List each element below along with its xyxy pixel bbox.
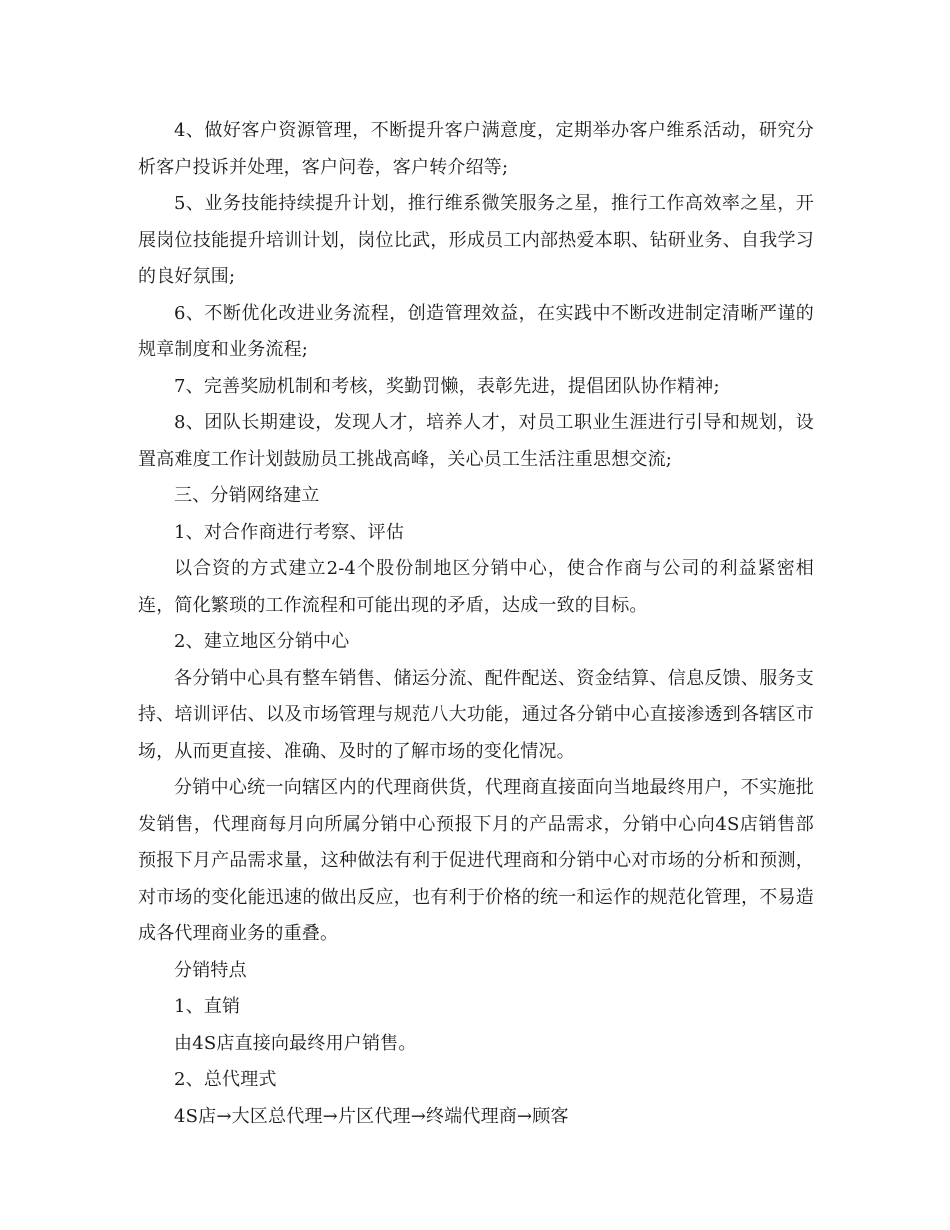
paragraph-agency-chain: 4S店→大区总代理→片区代理→终端代理商→顾客 (174, 1105, 569, 1127)
paragraph-process-optimization: 6、不断优化改进业务流程，创造管理效益，在实践中不断改进制定清晰严谨的规章制度和业务流程; (138, 302, 814, 360)
subheading-partner-evaluation: 1、对合作商进行考察、评估 (174, 521, 405, 543)
paragraph-center-supply: 分销中心统一向辖区内的代理商供货，代理商直接面向当地最终用户，不实施批发销售，代理商每月向所属分销中心预报下月的产品需求，分销中心向4S店销售部预报下月产品需求量，这种做法有利于促进代理商和分销中心对市场的分析和预测，对市场的变化能迅速的做出反应，也有利于价格的统一和运作的规范化管理，不易造成各代理商业务的重叠。 (138, 777, 814, 944)
paragraph-center-functions: 各分销中心具有整车销售、储运分流、配件配送、资金结算、信息反馈、服务支持、培训评估、以及市场管理与规范八大功能，通过各分销中心直接渗透到各辖区市场，从而更直接、准确、及时的了解市场的变化情况。 (138, 667, 814, 762)
subheading-general-agency: 2、总代理式 (174, 1069, 277, 1090)
paragraph-incentive-mechanism: 7、完善奖励机制和考核，奖勤罚懒，表彰先进，提倡团队协作精神; (174, 375, 720, 397)
paragraph-joint-venture: 以合资的方式建立2-4个股份制地区分销中心，使合作商与公司的利益紧密相连，简化繁琐的工作流程和可能出现的矛盾，达成一致的目标。 (138, 558, 814, 616)
subheading-distribution-features: 分销特点 (174, 959, 247, 981)
paragraph-team-building: 8、团队长期建设，发现人才，培养人才，对员工职业生涯进行引导和规划，设置高难度工作计划鼓励员工挑战高峰，关心员工生活注重思想交流; (138, 412, 814, 470)
subheading-direct-sales: 1、直销 (174, 996, 241, 1017)
section-heading-distribution-network: 三、分销网络建立 (174, 485, 320, 506)
paragraph-customer-resource: 4、做好客户资源管理，不断提升客户满意度，定期举办客户维系活动，研究分析客户投诉并处理，客户问卷，客户转介绍等; (138, 120, 814, 178)
subheading-regional-center: 2、建立地区分销中心 (174, 631, 350, 652)
paragraph-skill-improvement: 5、业务技能持续提升计划，推行维系微笑服务之星，推行工作高效率之星，开展岗位技能提升培训计划，岗位比武，形成员工内部热爱本职、钻研业务、自我学习的良好氛围; (138, 193, 814, 287)
paragraph-direct-sales: 由4S店直接向最终用户销售。 (174, 1032, 417, 1054)
document-body (138, 113, 814, 1135)
